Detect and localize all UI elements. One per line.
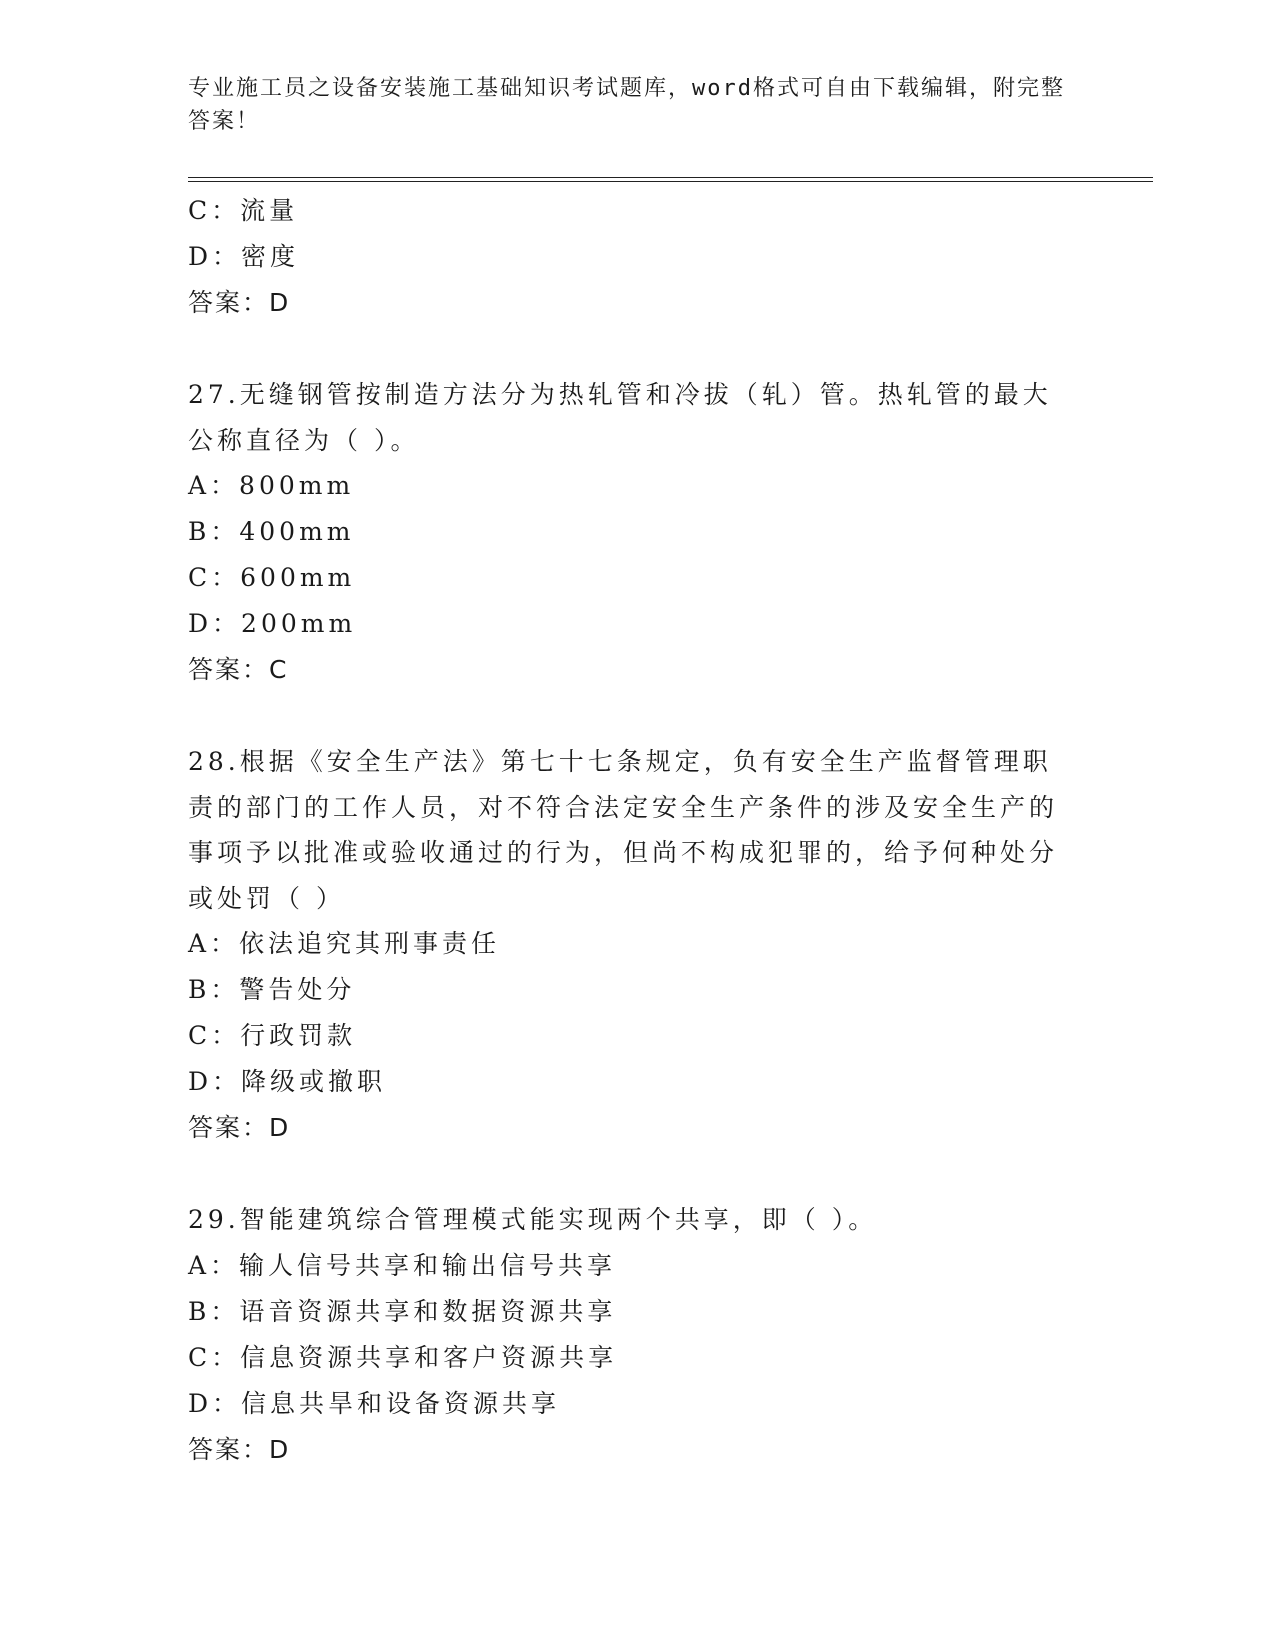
header-rule-bottom (188, 181, 1153, 182)
question-block (188, 1197, 1068, 1473)
option-line: D：信息共旱和设备资源共享 (188, 1388, 561, 1418)
spacer (188, 693, 1068, 739)
option-line: A：依法追究其刑事责任 (188, 929, 501, 958)
option-line: B：语音资源共享和数据资源共享 (188, 1296, 617, 1326)
question-stem: 28.根据《安全生产法》第七十七条规定，负有安全生产监督管理职责的部门的工作人员，对不符合法定安全生产条件的涉及安全生产的事项予以批准或验收通过的行为，但尚不构成犯罪的，给予何种处分或处罚（ ） (188, 747, 1059, 913)
spacer (188, 1151, 1068, 1197)
option-line: D：密度 (188, 242, 300, 271)
answer-line: 答案：C (188, 655, 289, 684)
answer-line: 答案：D (188, 1434, 291, 1464)
page-header: 专业施工员之设备安装施工基础知识考试题库，word格式可自由下载编辑，附完整答案！ (188, 76, 1065, 134)
option-line: B：警告处分 (188, 975, 356, 1004)
option-line: B：400mm (188, 517, 355, 546)
carryover-block (188, 188, 1068, 326)
option-line: D：200mm (188, 609, 357, 638)
question-stem: 29.智能建筑综合管理模式能实现两个共享，即（ ）。 (188, 1205, 878, 1234)
option-line: D：降级或撤职 (188, 1067, 387, 1096)
question-block (188, 739, 1068, 1151)
option-line: C：600mm (188, 563, 356, 592)
option-line: C：行政罚款 (188, 1021, 357, 1050)
answer-line: 答案：D (188, 1113, 291, 1142)
option-line: C：流量 (188, 196, 299, 225)
answer-line: 答案：D (188, 288, 291, 317)
option-line: C：信息资源共享和客户资源共享 (188, 1342, 618, 1372)
question-stem: 27.无缝钢管按制造方法分为热轧管和冷拔（轧）管。热轧管的最大公称直径为（ ）。 (188, 380, 1052, 455)
option-line: A：输人信号共享和输出信号共享 (188, 1250, 617, 1280)
header-rule-top (188, 177, 1153, 178)
question-block (188, 372, 1068, 693)
option-line: A：800mm (188, 471, 355, 500)
document-body (188, 188, 1068, 1473)
spacer (188, 326, 1068, 372)
